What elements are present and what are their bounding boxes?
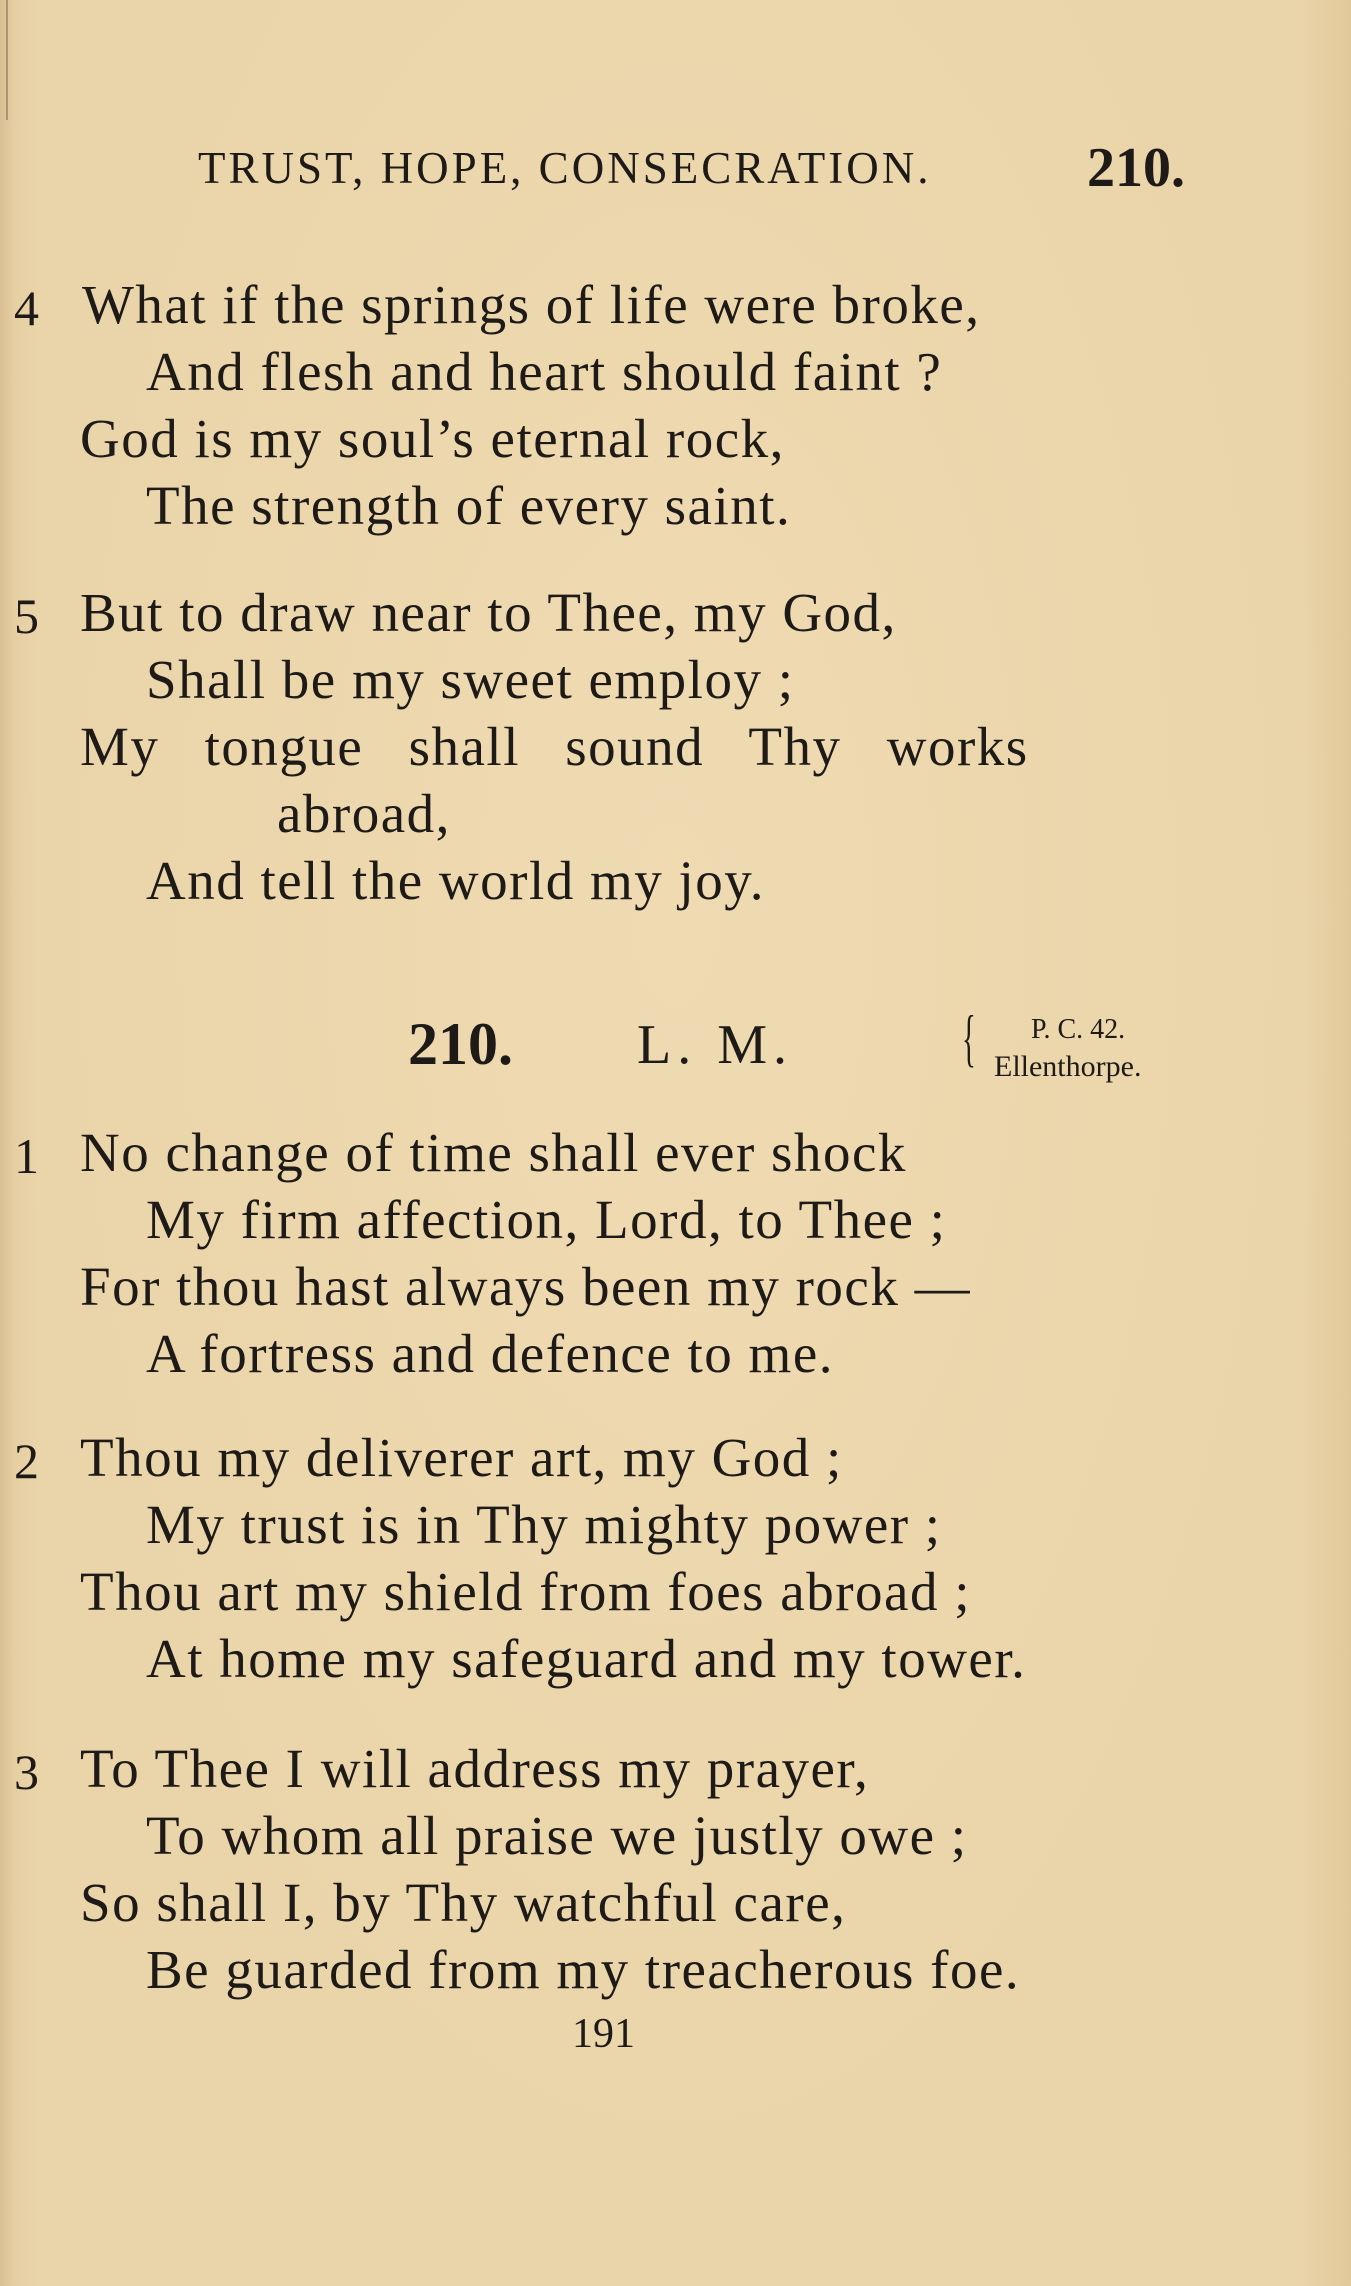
verse-line: To Thee I will address my prayer, (80, 1738, 870, 1799)
verse-line: So shall I, by Thy watchful care, (80, 1872, 847, 1933)
verse-number: 5 (14, 588, 39, 644)
verse-number: 4 (14, 280, 39, 336)
verse-line: Shall be my sweet employ ; (146, 649, 795, 710)
verse-line: At home my safeguard and my tower. (146, 1628, 1027, 1689)
verse-line: My tongue shall sound Thy works (80, 716, 1029, 777)
verse-line: No change of time shall ever shock (80, 1122, 907, 1183)
running-head-title: TRUST, HOPE, CONSECRATION. (198, 143, 932, 193)
verse-line: abroad, (277, 783, 451, 844)
tune-reference: P. C. 42. (1031, 1014, 1126, 1045)
page-number: 191 (572, 2011, 635, 2057)
verse-line: God is my soul’s eternal rock, (80, 408, 785, 469)
verse-line: To whom all praise we justly owe ; (146, 1805, 968, 1866)
verse-line: Thou art my shield from foes abroad ; (80, 1561, 971, 1622)
verse-line: And tell the world my joy. (146, 850, 765, 911)
verse-line: Be guarded from my treacherous foe. (146, 1939, 1021, 2000)
tune-name: Ellenthorpe. (994, 1050, 1142, 1083)
verse-line: My firm affection, Lord, to Thee ; (146, 1189, 947, 1250)
hymn-number: 210. (408, 1011, 513, 1077)
verse-number: 2 (14, 1433, 39, 1489)
verse-line: For thou hast always been my rock — (80, 1256, 972, 1317)
verse-line: What if the springs of life were broke, (82, 274, 981, 335)
hymn-meter: L. M. (637, 1014, 793, 1076)
verse-line: Thou my deliverer art, my God ; (80, 1427, 843, 1488)
verse-number: 1 (14, 1128, 39, 1184)
tune-brace: { (962, 1002, 976, 1073)
verse-line: But to draw near to Thee, my God, (80, 582, 897, 643)
page-edge (6, 0, 8, 120)
running-head-number: 210. (1087, 137, 1185, 199)
verse-line: My trust is in Thy mighty power ; (146, 1494, 942, 1555)
verse-number: 3 (14, 1744, 39, 1800)
verse-line: The strength of every saint. (146, 475, 792, 536)
verse-line: And flesh and heart should faint ? (146, 341, 943, 402)
verse-line: A fortress and defence to me. (146, 1323, 834, 1384)
